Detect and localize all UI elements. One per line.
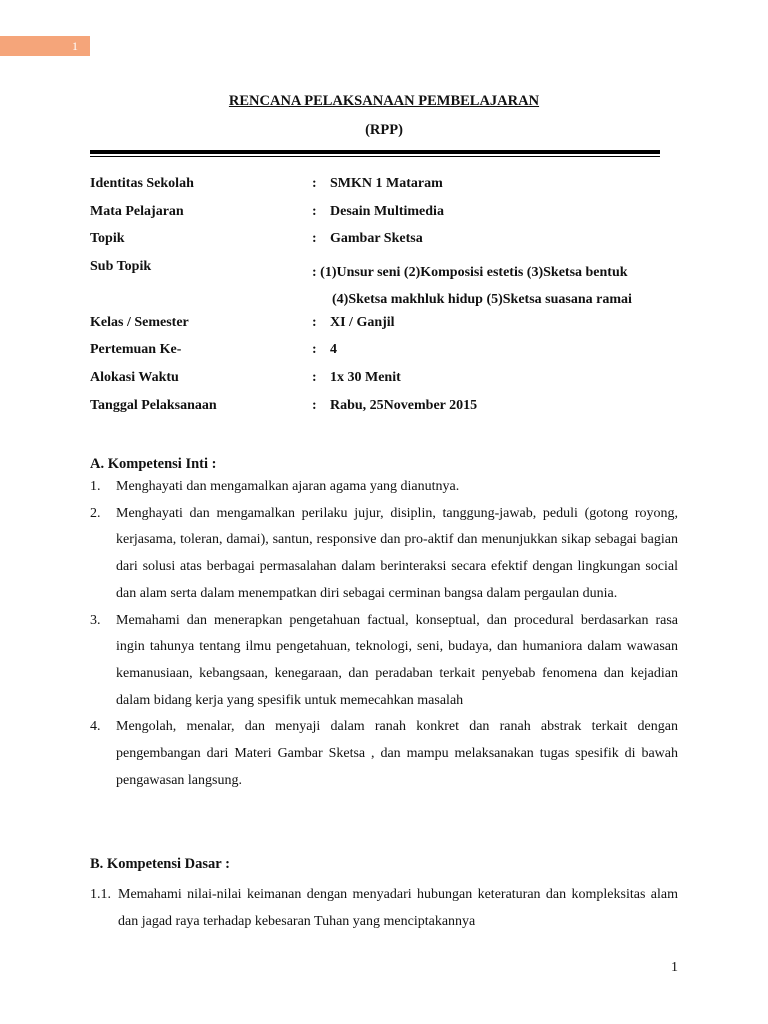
list-item — [90, 501, 678, 608]
identity-row — [90, 394, 690, 422]
identity-row — [90, 366, 690, 394]
identity-label: Pertemuan Ke- — [90, 342, 182, 358]
list-item-text: Memahami nilai-nilai keimanan dengan menyadari hubungan keteraturan dan kompleksitas alam dan jagad raya terhadap kebesaran Tuhan yang menciptakannya — [118, 887, 678, 929]
list-item-number: 2. — [90, 505, 101, 521]
identity-colon: : — [312, 231, 317, 247]
identity-colon: : — [312, 176, 317, 191]
section-a-heading: A. Kompetensi Inti : — [90, 456, 217, 472]
identity-label: Identitas Sekolah — [90, 176, 194, 191]
identity-value: Desain Multimedia — [330, 203, 444, 219]
kompetensi-dasar-list — [90, 882, 678, 935]
subtopic-line-2: (4)Sketsa makhluk hidup (5)Sketsa suasana ramai — [332, 291, 632, 307]
identity-label: Mata Pelajaran — [90, 203, 184, 219]
list-item-number: 4. — [90, 719, 101, 735]
identity-label: Alokasi Waktu — [90, 369, 179, 385]
subtopic-label: Sub Topik — [90, 258, 152, 274]
identity-row — [90, 338, 690, 366]
identity-value: XI / Ganjil — [330, 314, 395, 330]
identity-row — [90, 200, 690, 228]
document-title: RENCANA PELAKSANAAN PEMBELAJARAN — [228, 93, 540, 109]
identity-row — [90, 311, 690, 339]
subtopic-value — [312, 259, 678, 313]
identity-colon: : — [312, 342, 317, 358]
identity-colon: : — [312, 314, 317, 330]
identity-value: Rabu, 25November 2015 — [330, 397, 478, 413]
title-rule-thin — [90, 156, 660, 157]
identity-colon: : — [312, 203, 317, 219]
identity-colon: : — [312, 397, 317, 413]
list-item-number: 1. — [90, 479, 101, 494]
list-item-text: Menghayati dan mengamalkan ajaran agama yang dianutnya. — [116, 479, 460, 494]
identity-row — [90, 227, 690, 255]
title-rule-thick — [90, 150, 660, 154]
identity-value: SMKN 1 Mataram — [330, 176, 443, 191]
identity-value: 4 — [330, 342, 337, 358]
identity-label: Tanggal Pelaksanaan — [90, 397, 217, 413]
list-item — [90, 474, 678, 501]
section-b-heading: B. Kompetensi Dasar : — [90, 856, 230, 872]
list-item-number: 1.1. — [90, 887, 111, 902]
identity-label: Kelas / Semester — [90, 314, 189, 330]
subtopic-row — [90, 255, 690, 311]
identity-row — [90, 172, 690, 200]
document-subtitle: (RPP) — [365, 122, 403, 138]
identity-table — [90, 172, 690, 421]
list-item — [90, 882, 678, 935]
identity-value: Gambar Sketsa — [330, 231, 423, 247]
list-item-text: Menghayati dan mengamalkan perilaku jujur, disiplin, tanggung-jawab, peduli (gotong royong, kerjasama, toleran, damai), santun, responsive dan pro-aktif dan menunjukkan sikap sebagai bagian dari solusi atas berbagai permasalahan dalam berinteraksi secara efektif dengan lingkungan social dan alam serta dalam menempatkan diri sebagai cerminan bangsa dalam pergaulan dunia. — [116, 505, 678, 601]
list-item-text: Mengolah, menalar, dan menyaji dalam ranah konkret dan ranah abstrak terkait dengan pengembangan dari Materi Gambar Sketsa , dan mampu melaksanakan tugas spesifik di bawah pengawasan langsung. — [116, 719, 678, 788]
identity-label: Topik — [90, 231, 125, 247]
list-item-number: 3. — [90, 612, 101, 628]
list-item-text: Memahami dan menerapkan pengetahuan factual, konseptual, dan procedural berdasarkan rasa ingin tahunya tentang ilmu pengetahuan, teknologi, seni, budaya, dan humaniora dalam wawasan kemanusiaan, kebangsaan, kenegaraan, dan peradaban terkait penyebab fenomena dan kejadian dalam bidang kerja yang spesifik untuk memecahkan masalah — [116, 612, 678, 708]
footer-page-number: 1 — [671, 960, 678, 975]
identity-value: 1x 30 Menit — [330, 369, 401, 385]
subtopic-line-1: : (1)Unsur seni (2)Komposisi estetis (3)Sketsa bentuk — [312, 264, 628, 280]
list-item — [90, 608, 678, 715]
page-number-tab: 1 — [0, 36, 90, 56]
list-item — [90, 714, 678, 794]
kompetensi-inti-list — [90, 474, 678, 794]
identity-colon: : — [312, 369, 317, 385]
